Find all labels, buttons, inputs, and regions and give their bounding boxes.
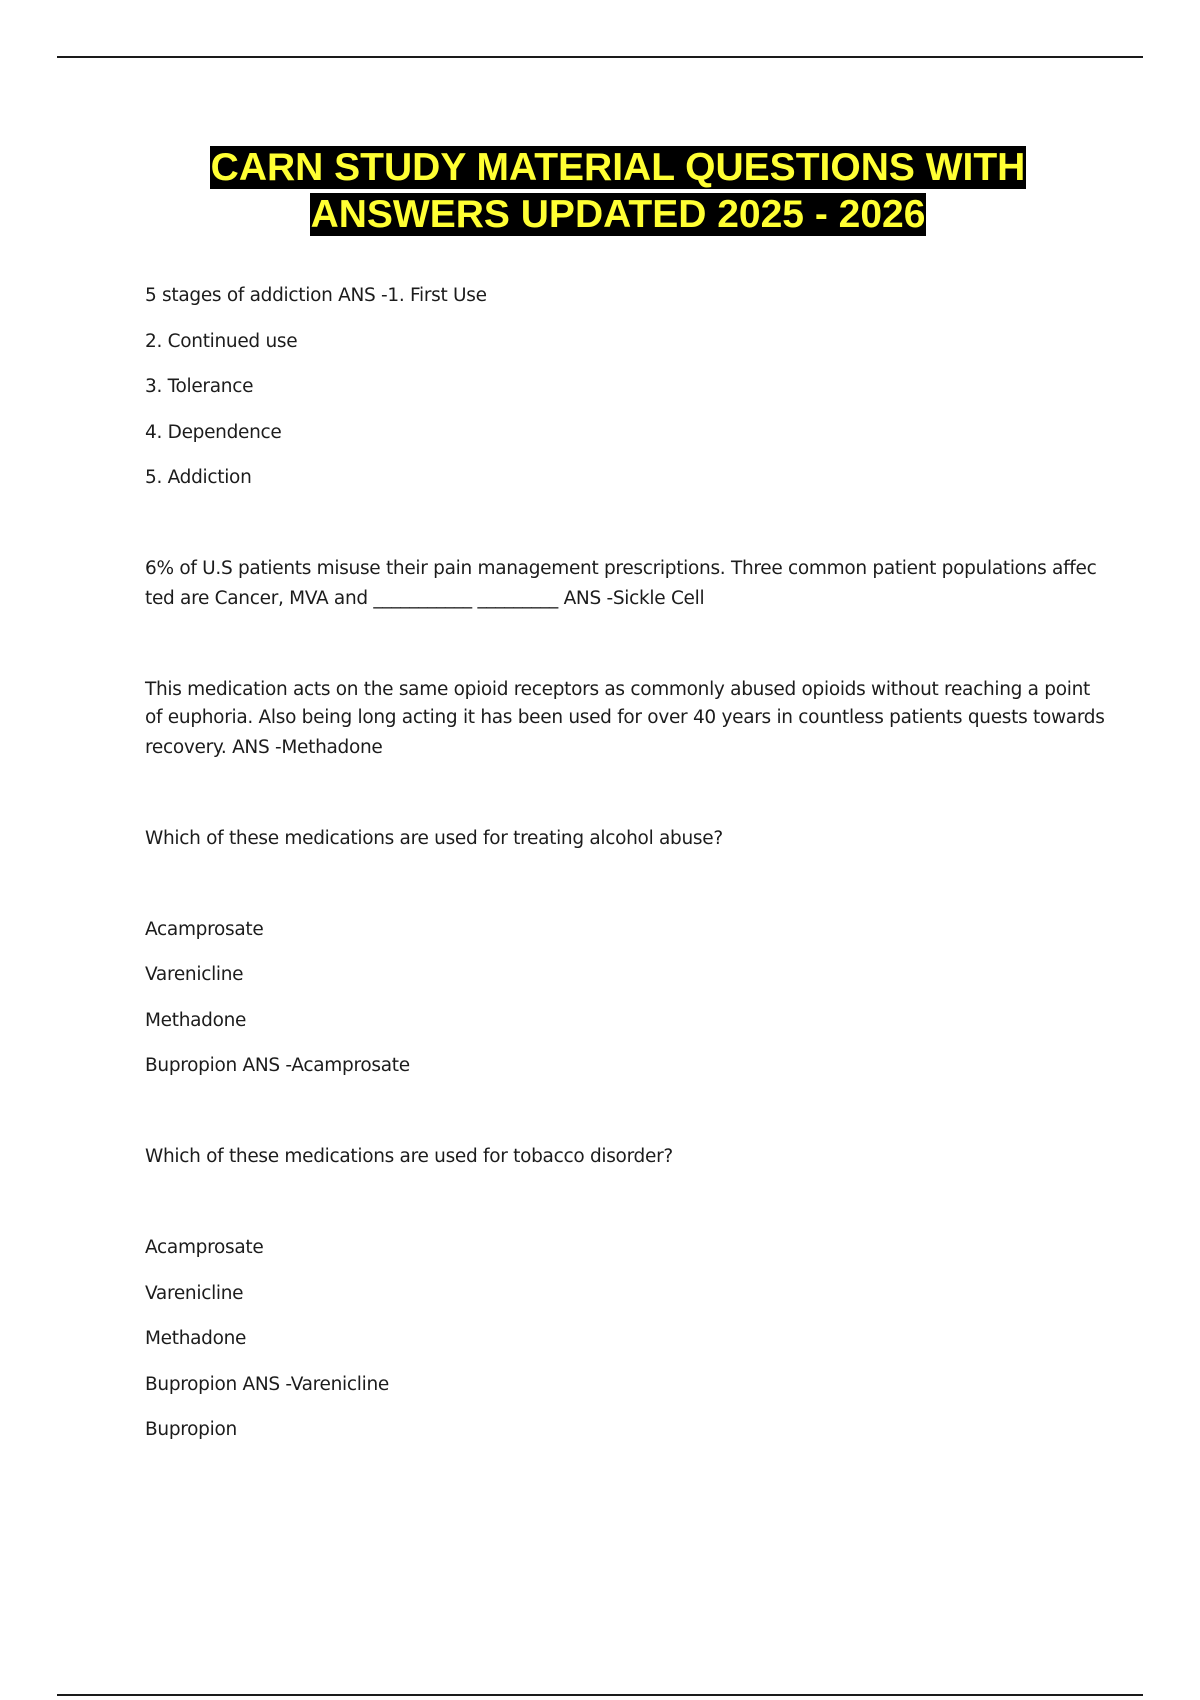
- question-stages-of-addiction: 5 stages of addiction ANS -1. First Use: [145, 285, 487, 306]
- document-title: [0, 144, 1200, 238]
- question-opioid-receptors: This medication acts on the same opioid receptors as commonly abused opioids without reaching a point: [145, 679, 1090, 700]
- title-line-1: CARN STUDY MATERIAL QUESTIONS WITH: [210, 146, 1026, 189]
- option-item: Methadone: [145, 1328, 247, 1349]
- option-item: Varenicline: [145, 964, 244, 985]
- question-alcohol-abuse: Which of these medications are used for treating alcohol abuse?: [145, 828, 723, 849]
- option-item-answer: Bupropion ANS -Acamprosate: [145, 1055, 410, 1076]
- top-rule: [57, 56, 1143, 58]
- question-pain-management-cont: ted are Cancer, MVA and ___________ _________ ANS -Sickle Cell: [145, 588, 705, 609]
- list-item: 4. Dependence: [145, 422, 282, 443]
- option-item: Acamprosate: [145, 1237, 264, 1258]
- option-item: Bupropion: [145, 1419, 237, 1440]
- question-pain-management: 6% of U.S patients misuse their pain management prescriptions. Three common patient populations affec: [145, 558, 1097, 579]
- option-item: Methadone: [145, 1010, 247, 1031]
- title-line-2: ANSWERS UPDATED 2025 - 2026: [310, 193, 926, 236]
- option-item-answer: Bupropion ANS -Varenicline: [145, 1374, 389, 1395]
- list-item: 5. Addiction: [145, 467, 252, 488]
- list-item: 3. Tolerance: [145, 376, 254, 397]
- option-item: Acamprosate: [145, 919, 264, 940]
- question-opioid-receptors-answer: recovery. ANS -Methadone: [145, 737, 383, 758]
- option-item: Varenicline: [145, 1283, 244, 1304]
- bottom-rule: [57, 1694, 1143, 1696]
- question-opioid-receptors-cont: of euphoria. Also being long acting it has been used for over 40 years in countless patients quests towards: [145, 707, 1105, 728]
- question-tobacco-disorder: Which of these medications are used for tobacco disorder?: [145, 1146, 673, 1167]
- list-item: 2. Continued use: [145, 331, 298, 352]
